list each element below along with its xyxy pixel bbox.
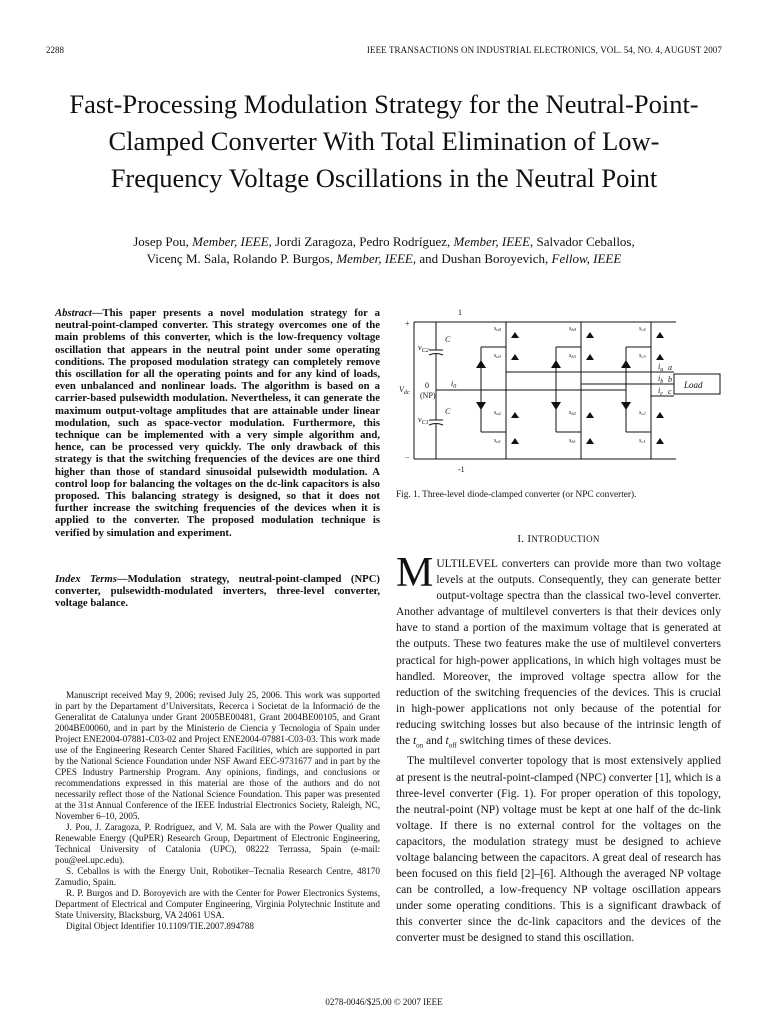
author-list: Josep Pou, Member, IEEE, Jordi Zaragoza, Pedro Rodríguez, Member, IEEE, Salvador Ceballos, Vicenç M. Sala, Rolando P. Burgos, Member, IEEE, and Dushan Boroyevich, Fellow, IEEE	[133, 234, 635, 266]
ia-label: $i_a$	[658, 362, 664, 373]
footnote-affiliation: S. Ceballos is with the Energy Unit, Robotiker–Tecnalia Research Centre, 48170 Zamudio, Spain.	[55, 866, 380, 887]
np-zero-label: 0	[425, 381, 429, 390]
section-heading	[396, 533, 721, 545]
switch-label: sc3	[639, 353, 646, 359]
npc-converter-diagram	[396, 302, 726, 482]
plus-sign: +	[405, 319, 410, 328]
author-name: Salvador Ceballos	[536, 234, 632, 249]
t-off-sub: off	[448, 741, 457, 750]
minus-sign: −	[405, 453, 410, 462]
switch-label: sc1	[639, 438, 646, 444]
intro-text-end: switching times of these devices.	[456, 735, 612, 748]
footnote-affiliation: R. P. Burgos and D. Boroyevich are with the Center for Power Electronics Systems, Department of Electrical and Computer Engineering, Virginia Polytechnic Institute and State University, Blacksburg, VA 24061 USA.	[55, 888, 380, 920]
page-number: 2288	[46, 45, 64, 55]
footnotes	[55, 690, 380, 932]
author-name: Dushan Boroyevich	[441, 250, 546, 266]
intro-paragraph: The multilevel converter topology that is most extensively applied at present is the neutral-point-clamped (NPC) converter [1], which is a three-level converter (Fig. 1). For proper operation of this topology, the neutral-point (NP) voltage must be kept at one half of the dc-link voltage. If there is no external control for the voltages on the capacitors, the modulation strategy must be designed to achieve voltage balancing between the capacitors. A great deal of research has been focused on this field [2]–[6]. Although the averaged NP voltage can be controlled, a low-frequency NP voltage oscillation appears under some operating conditions. This is a significant drawback of this converter since the dc-link capacitors and the devices of the converter must be designed to stand this oscillation.	[396, 755, 721, 945]
index-terms	[55, 573, 380, 610]
capacitor-label: C	[445, 407, 451, 416]
switch-label: sc2	[639, 410, 646, 416]
intro-text: converters can provide more than two voltage levels at the outputs. Consequently, they can generate better output-voltage spectra than the classical two-level converter. Another advantage of multilevel converters is that their devices only have to stand a portion of the maximum voltage that is generated at the outputs. These two features make the use of multilevel converters practical for high-power applications, in which high voltages must be handled. Moreover, the improved voltage spectra allow for the reduction of the switching frequencies of the devices. This is crucial in high-power applications not only because of the potential for reducing switching losses but also because of the intrinsic length of the	[396, 558, 721, 748]
switch-label: sc4	[639, 326, 646, 332]
load-label: Load	[684, 380, 703, 390]
author-role: Fellow, IEEE	[551, 250, 622, 266]
switch-label: sb2	[569, 410, 576, 416]
t-on-sub: on	[416, 741, 424, 750]
index-terms-label: Index Terms—	[55, 573, 128, 585]
author-name: Josep Pou	[133, 234, 186, 249]
introduction-text	[396, 550, 721, 947]
author-role: Member, IEEE	[336, 250, 413, 266]
node-label: 1	[458, 308, 462, 317]
vdc-label: $V_{dc}$	[399, 385, 410, 396]
capacitor-label: C	[445, 335, 451, 344]
switch-label: sb3	[569, 353, 576, 359]
t-on: t	[412, 735, 417, 748]
footnote-manuscript: Manuscript received May 9, 2006; revised July 25, 2006. This work was supported in part by the Departament d’Universitats, Recerca i Societat de la Informació de the Generalitat de Catalunya under Grant 2005BE00481, Grant 2004BE00105, and Grant 2004BE00060, and in part by the Ministerio de Ciencia y Tecnologia of Spain under Project ENE2004-07881-C03-02 and Project ENE2004-07881-C03-03. This work made use of the Engineering Research Center Shared Facilities, which are supported in part by the National Science Foundation under NSF Award EEC-9731677 and in part by the CPES Industry Partnership Program. Any opinions, findings, and conclusions or recommendations expressed in this material are those of the authors and do not necessarily reflect those of the National Science Foundation. This paper was presented at the 31st Annual Conference of the IEEE Industrial Electronics Society, Raleigh, NC, November 6–10, 2005.	[55, 690, 380, 821]
ib-label: $i_b$	[658, 374, 664, 385]
footnote-doi: Digital Object Identifier 10.1109/TIE.2007.894788	[66, 921, 254, 931]
np-label: (NP)	[420, 391, 436, 400]
io-label: $i_0$	[451, 379, 457, 390]
switch-label: sa1	[494, 438, 501, 444]
switch-label: sa4	[494, 326, 501, 332]
section-title-rest: NTRODUCTION	[531, 534, 600, 544]
figure-caption: Fig. 1. Three-level diode-clamped converter (or NPC converter).	[396, 490, 637, 500]
intro-and: and	[423, 735, 446, 748]
section-title-first: I	[527, 533, 532, 545]
output-c-label: c	[668, 387, 672, 396]
switch-label: sa3	[494, 353, 501, 359]
author-role: Member, IEEE	[453, 234, 531, 249]
author-name: Pedro Rodríguez	[359, 234, 447, 249]
output-b-label: b	[668, 375, 672, 384]
paper-title: Fast-Processing Modulation Strategy for the Neutral-Point-Clamped Converter With Total Elimination of Low-Frequency Voltage Oscillations in the Neutral Point	[69, 89, 699, 193]
switch-label: sa2	[494, 410, 501, 416]
journal-header: IEEE TRANSACTIONS ON INDUSTRIAL ELECTRONICS, VOL. 54, NO. 4, AUGUST 2007	[366, 45, 722, 55]
author-name: Jordi Zaragoza	[275, 234, 353, 249]
node-label: -1	[458, 465, 465, 474]
switch-label: sb1	[569, 438, 576, 444]
author-name: Vicenç M. Sala	[146, 250, 227, 266]
abstract	[55, 307, 380, 539]
abstract-label: Abstract—	[55, 307, 103, 319]
vc1-label: $v_{C1}$	[418, 415, 429, 426]
t-off: t	[445, 735, 449, 748]
index-terms-text: Modulation strategy, neutral-point-clamped (NPC) converter, pulsewidth-modulated inverters, three-level converter, voltage balance.	[55, 573, 380, 610]
author-name: Rolando P. Burgos	[232, 250, 330, 266]
intro-paragraph	[396, 550, 721, 753]
copyright: 0278-0046/$25.00 © 2007 IEEE	[325, 997, 443, 1007]
abstract-text: This paper presents a novel modulation strategy for a neutral-point-clamped converter. This strategy overcomes one of the main problems of this converter, which is the low-frequency voltage oscillation that appears in the neutral point under some operating conditions. The proposed modulation strategy can completely remove this oscillation for all the operating points and for any kind of loads, even unbalanced and nonlinear loads. The algorithm is based on a carrier-based pulsewidth modulation. Nevertheless, it can generate the maximum output-voltage amplitudes that are attainable under linear modulation, such as space-vector modulation. Furthermore, this technique can be implemented with a very simple algorithm and, hence, can be processed very quickly. The only drawback of this strategy is that the switching frequencies of the devices are one third higher than those of standard sinusoidal pulsewidth modulation. A control loop for balancing the voltages on the dc-link capacitors is also proposed. This balancing strategy is designed, so that it does not further increase the switching frequencies of the devices when it is applied to the converter. The proposed modulation technique is verified by simulation and experiment.	[55, 307, 380, 539]
switch-label: sb4	[569, 326, 576, 332]
vc2-label: $v_{C2}$	[418, 343, 429, 354]
ic-label: $i_c$	[658, 386, 663, 397]
author-role: Member, IEEE	[192, 234, 269, 249]
output-a-label: a	[668, 363, 672, 372]
section-number: I.	[517, 533, 525, 545]
intro-first-word: ULTILEVEL	[436, 558, 498, 570]
drop-cap: M	[396, 550, 434, 596]
footnote-affiliation: J. Pou, J. Zaragoza, P. Rodríguez, and V. M. Sala are with the Power Quality and Renewable Energy (QuPER) Research Group, Department of Electronic Engineering, Technical University of Catalonia (UPC), 08222 Terrassa, Spain (e-mail: pou@eel.upc.edu).	[55, 822, 380, 865]
